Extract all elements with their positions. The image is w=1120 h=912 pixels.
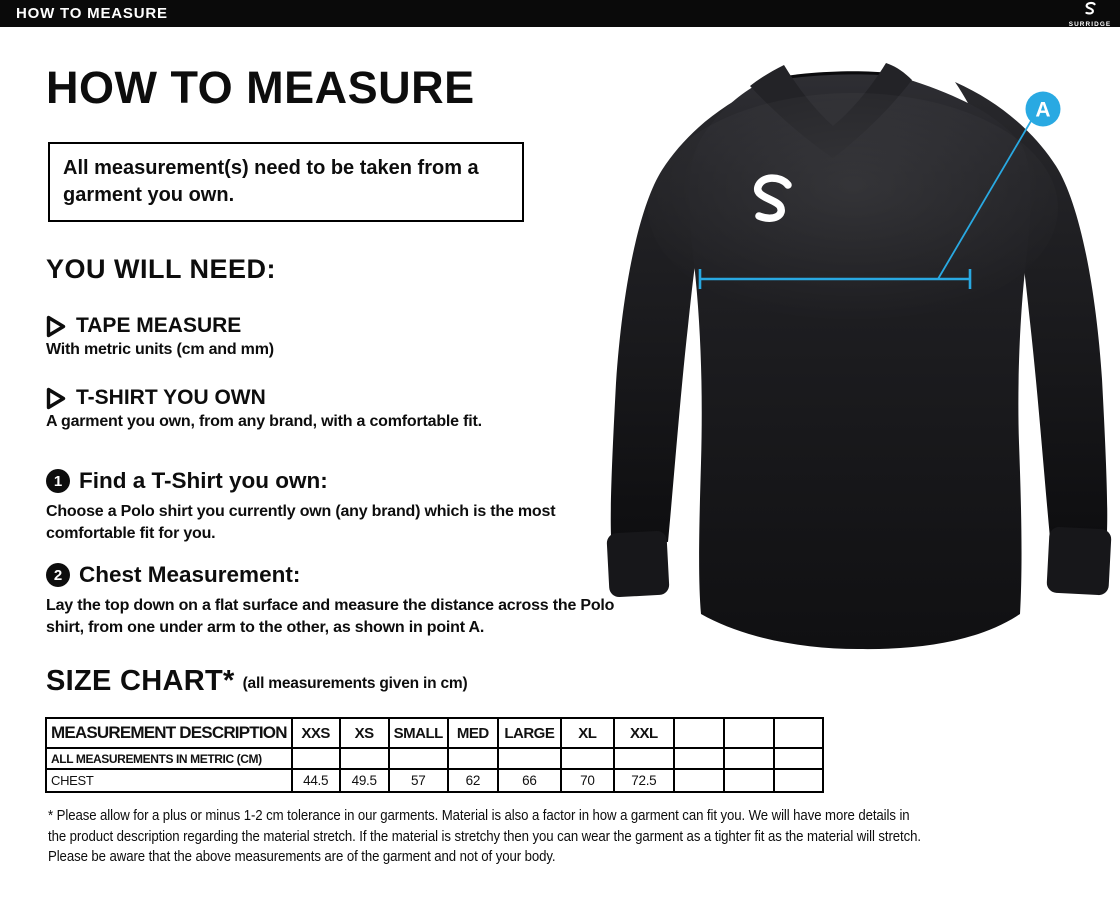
cell: 72.5 — [614, 769, 674, 792]
col-header: XS — [340, 718, 389, 748]
col-header: MED — [448, 718, 498, 748]
step-1 — [46, 468, 632, 545]
col-header: MEASUREMENT DESCRIPTION — [46, 718, 292, 748]
col-header — [724, 718, 774, 748]
table-row — [46, 748, 823, 769]
step-title: Find a T-Shirt you own: — [79, 468, 328, 493]
you-will-need-heading: YOU WILL NEED: — [46, 254, 277, 284]
cell — [292, 748, 340, 769]
shirt-photo — [598, 58, 1120, 683]
cell — [724, 769, 774, 792]
cell — [340, 748, 389, 769]
cell: 62 — [448, 769, 498, 792]
page-title: HOW TO MEASURE — [46, 62, 475, 113]
col-header: XL — [561, 718, 614, 748]
cell: 70 — [561, 769, 614, 792]
shirt-right-cuff — [1046, 526, 1111, 595]
table-row — [46, 769, 823, 792]
cell — [448, 748, 498, 769]
cell — [389, 748, 448, 769]
cell — [614, 748, 674, 769]
need-item-tshirt — [46, 386, 626, 431]
marker-a-badge — [1026, 92, 1061, 127]
step-description: Choose a Polo shirt you currently own (any brand) which is the most comfortable fit for you. — [46, 503, 556, 542]
cell — [498, 748, 561, 769]
surridge-logo — [1066, 1, 1114, 28]
row-label: ALL MEASUREMENTS IN METRIC (CM) — [46, 748, 292, 769]
triangle-bullet-icon — [46, 387, 66, 410]
need-item-title: TAPE MEASURE — [76, 314, 242, 337]
col-header: XXS — [292, 718, 340, 748]
header-title: HOW TO MEASURE — [16, 5, 168, 22]
need-item-tape-measure — [46, 314, 626, 359]
step-number-badge: 2 — [46, 563, 70, 587]
cell — [774, 769, 823, 792]
size-chart-subtitle: (all measurements given in cm) — [242, 675, 468, 692]
tolerance-footnote: * Please allow for a plus or minus 1-2 cm tolerance in our garments. Material is also a factor in how a garment can fit you. We will have more details in the product description regarding the material stretch. If the material is stretchy then you can wear the garment as a tighter fit as the material will stretch. Please be aware that the above measurements are of the garment and not of your body. — [48, 807, 921, 865]
cell: 66 — [498, 769, 561, 792]
cell: 49.5 — [340, 769, 389, 792]
fabric-highlight — [648, 93, 1058, 323]
col-header: SMALL — [389, 718, 448, 748]
table-header-row — [46, 718, 823, 748]
surridge-s-icon — [1082, 1, 1098, 18]
cell — [724, 748, 774, 769]
step-number-badge: 1 — [46, 469, 70, 493]
step-title: Chest Measurement: — [79, 562, 301, 587]
cell: 44.5 — [292, 769, 340, 792]
page-header-bar — [0, 0, 1120, 27]
col-header — [674, 718, 724, 748]
marker-a-label: A — [1035, 98, 1051, 122]
need-item-title: T-SHIRT YOU OWN — [76, 386, 266, 409]
col-header — [774, 718, 823, 748]
col-header: XXL — [614, 718, 674, 748]
cell — [774, 748, 823, 769]
col-header: LARGE — [498, 718, 561, 748]
step-description: Lay the top down on a flat surface and measure the distance across the Polo shirt, from one under arm to the other, as shown in point A. — [46, 597, 615, 636]
size-chart-heading — [46, 666, 467, 696]
cell — [674, 769, 724, 792]
long-sleeve-shirt-graphic — [598, 58, 1120, 683]
step-2 — [46, 562, 632, 639]
need-item-description: A garment you own, from any brand, with a comfortable fit. — [46, 413, 482, 430]
cell — [561, 748, 614, 769]
size-chart-title: SIZE CHART* — [46, 665, 235, 697]
need-item-description: With metric units (cm and mm) — [46, 341, 274, 358]
shirt-left-cuff — [606, 530, 669, 597]
row-label: CHEST — [46, 769, 292, 792]
cell: 57 — [389, 769, 448, 792]
brand-name: SURRIDGE — [1068, 21, 1112, 28]
notice-box: All measurement(s) need to be taken from a garment you own. — [48, 142, 524, 222]
size-chart-table — [45, 717, 824, 793]
triangle-bullet-icon — [46, 315, 66, 338]
cell — [674, 748, 724, 769]
